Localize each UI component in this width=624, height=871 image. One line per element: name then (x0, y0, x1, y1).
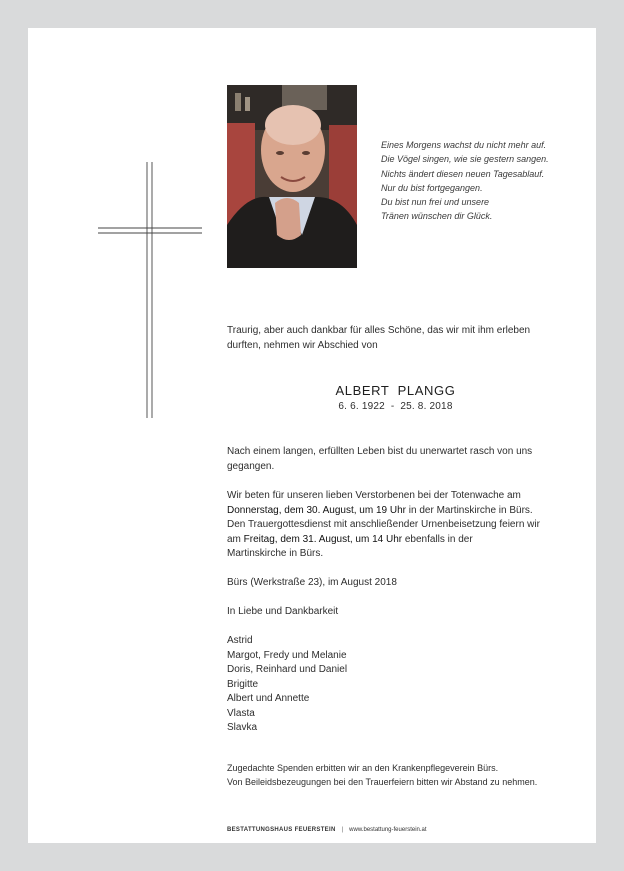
intro-text (227, 324, 572, 353)
deceased-name: ALBERT PLANGG (335, 383, 456, 398)
obituary-page (28, 28, 596, 843)
closing (227, 605, 572, 620)
note-line: Von Beileidsbezeugungen bei den Trauerfeiern bitten wir Abstand zu nehmen. (227, 777, 538, 787)
service-line (227, 504, 572, 519)
cross-icon (98, 162, 202, 418)
poem-line: Die Vögel singen, wie sie gestern sangen. (381, 154, 549, 165)
funeral-datetime: Freitag, dem 31. August, um 14 Uhr (243, 533, 403, 545)
poem-line: Du bist nun frei und unsere (381, 197, 490, 208)
mourner: Margot, Fredy und Melanie (227, 649, 347, 661)
portrait-photo (227, 85, 357, 268)
mourner: Vlasta (227, 707, 255, 719)
poem-line: Nichts ändert diesen neuen Tagesablauf. (381, 168, 545, 179)
mourner: Albert und Annette (227, 693, 310, 704)
intro-line: Traurig, aber auch dankbar für alles Schöne, das wir mit ihm erleben (227, 325, 531, 336)
poem (381, 138, 581, 224)
mourner: Astrid (227, 635, 253, 646)
wake-location: in der Martinskirche in Bürs. (406, 504, 533, 516)
place-date (227, 576, 572, 591)
intro-line: durften, nehmen wir Abschied von (227, 339, 378, 351)
service-line (227, 533, 572, 548)
notes (227, 761, 572, 789)
mourners-list (227, 634, 572, 736)
service-line: Martinskirche in Bürs. (227, 548, 324, 559)
life-dates: 6. 6. 1922 - 25. 8. 2018 (338, 401, 453, 412)
closing-line: In Liebe und Dankbarkeit (227, 606, 339, 617)
footer (227, 827, 427, 833)
mourner: Doris, Reinhard und Daniel (227, 664, 348, 675)
poem-line: Nur du bist fortgegangen. (381, 182, 483, 193)
footer-url[interactable]: www.bestattung-feuerstein.at (349, 827, 427, 833)
poem-line: Eines Morgens wachst du nicht mehr auf. (381, 140, 547, 150)
mourner: Slavka (227, 722, 258, 733)
mourner: Brigitte (227, 678, 259, 690)
message-line: gegangen. (227, 460, 275, 472)
footer-separator: | (341, 827, 344, 833)
place-date-line: Bürs (Werkstraße 23), im August 2018 (227, 577, 397, 588)
wake-datetime: Donnerstag, dem 30. August, um 19 Uhr (227, 504, 406, 516)
service-line: Wir beten für unseren lieben Verstorbenen bei der Totenwache am (227, 490, 521, 501)
note-line: Zugedachte Spenden erbitten wir an den Krankenpflegeverein Bürs. (227, 763, 499, 773)
footer-brand: BESTATTUNGSHAUS FEUERSTEIN (227, 827, 336, 833)
funeral-location: ebenfalls in der (402, 533, 473, 545)
service-line: Den Trauergottesdienst mit anschließender Urnenbeisetzung feiern wir (227, 519, 540, 530)
message-text (227, 445, 572, 474)
message-line: Nach einem langen, erfüllten Leben bist du unerwartet rasch von uns (227, 446, 533, 457)
poem-line: Tränen wünschen dir Glück. (381, 211, 493, 222)
service-info (227, 489, 572, 562)
service-prefix: am (227, 533, 244, 545)
deceased-block (227, 383, 564, 412)
